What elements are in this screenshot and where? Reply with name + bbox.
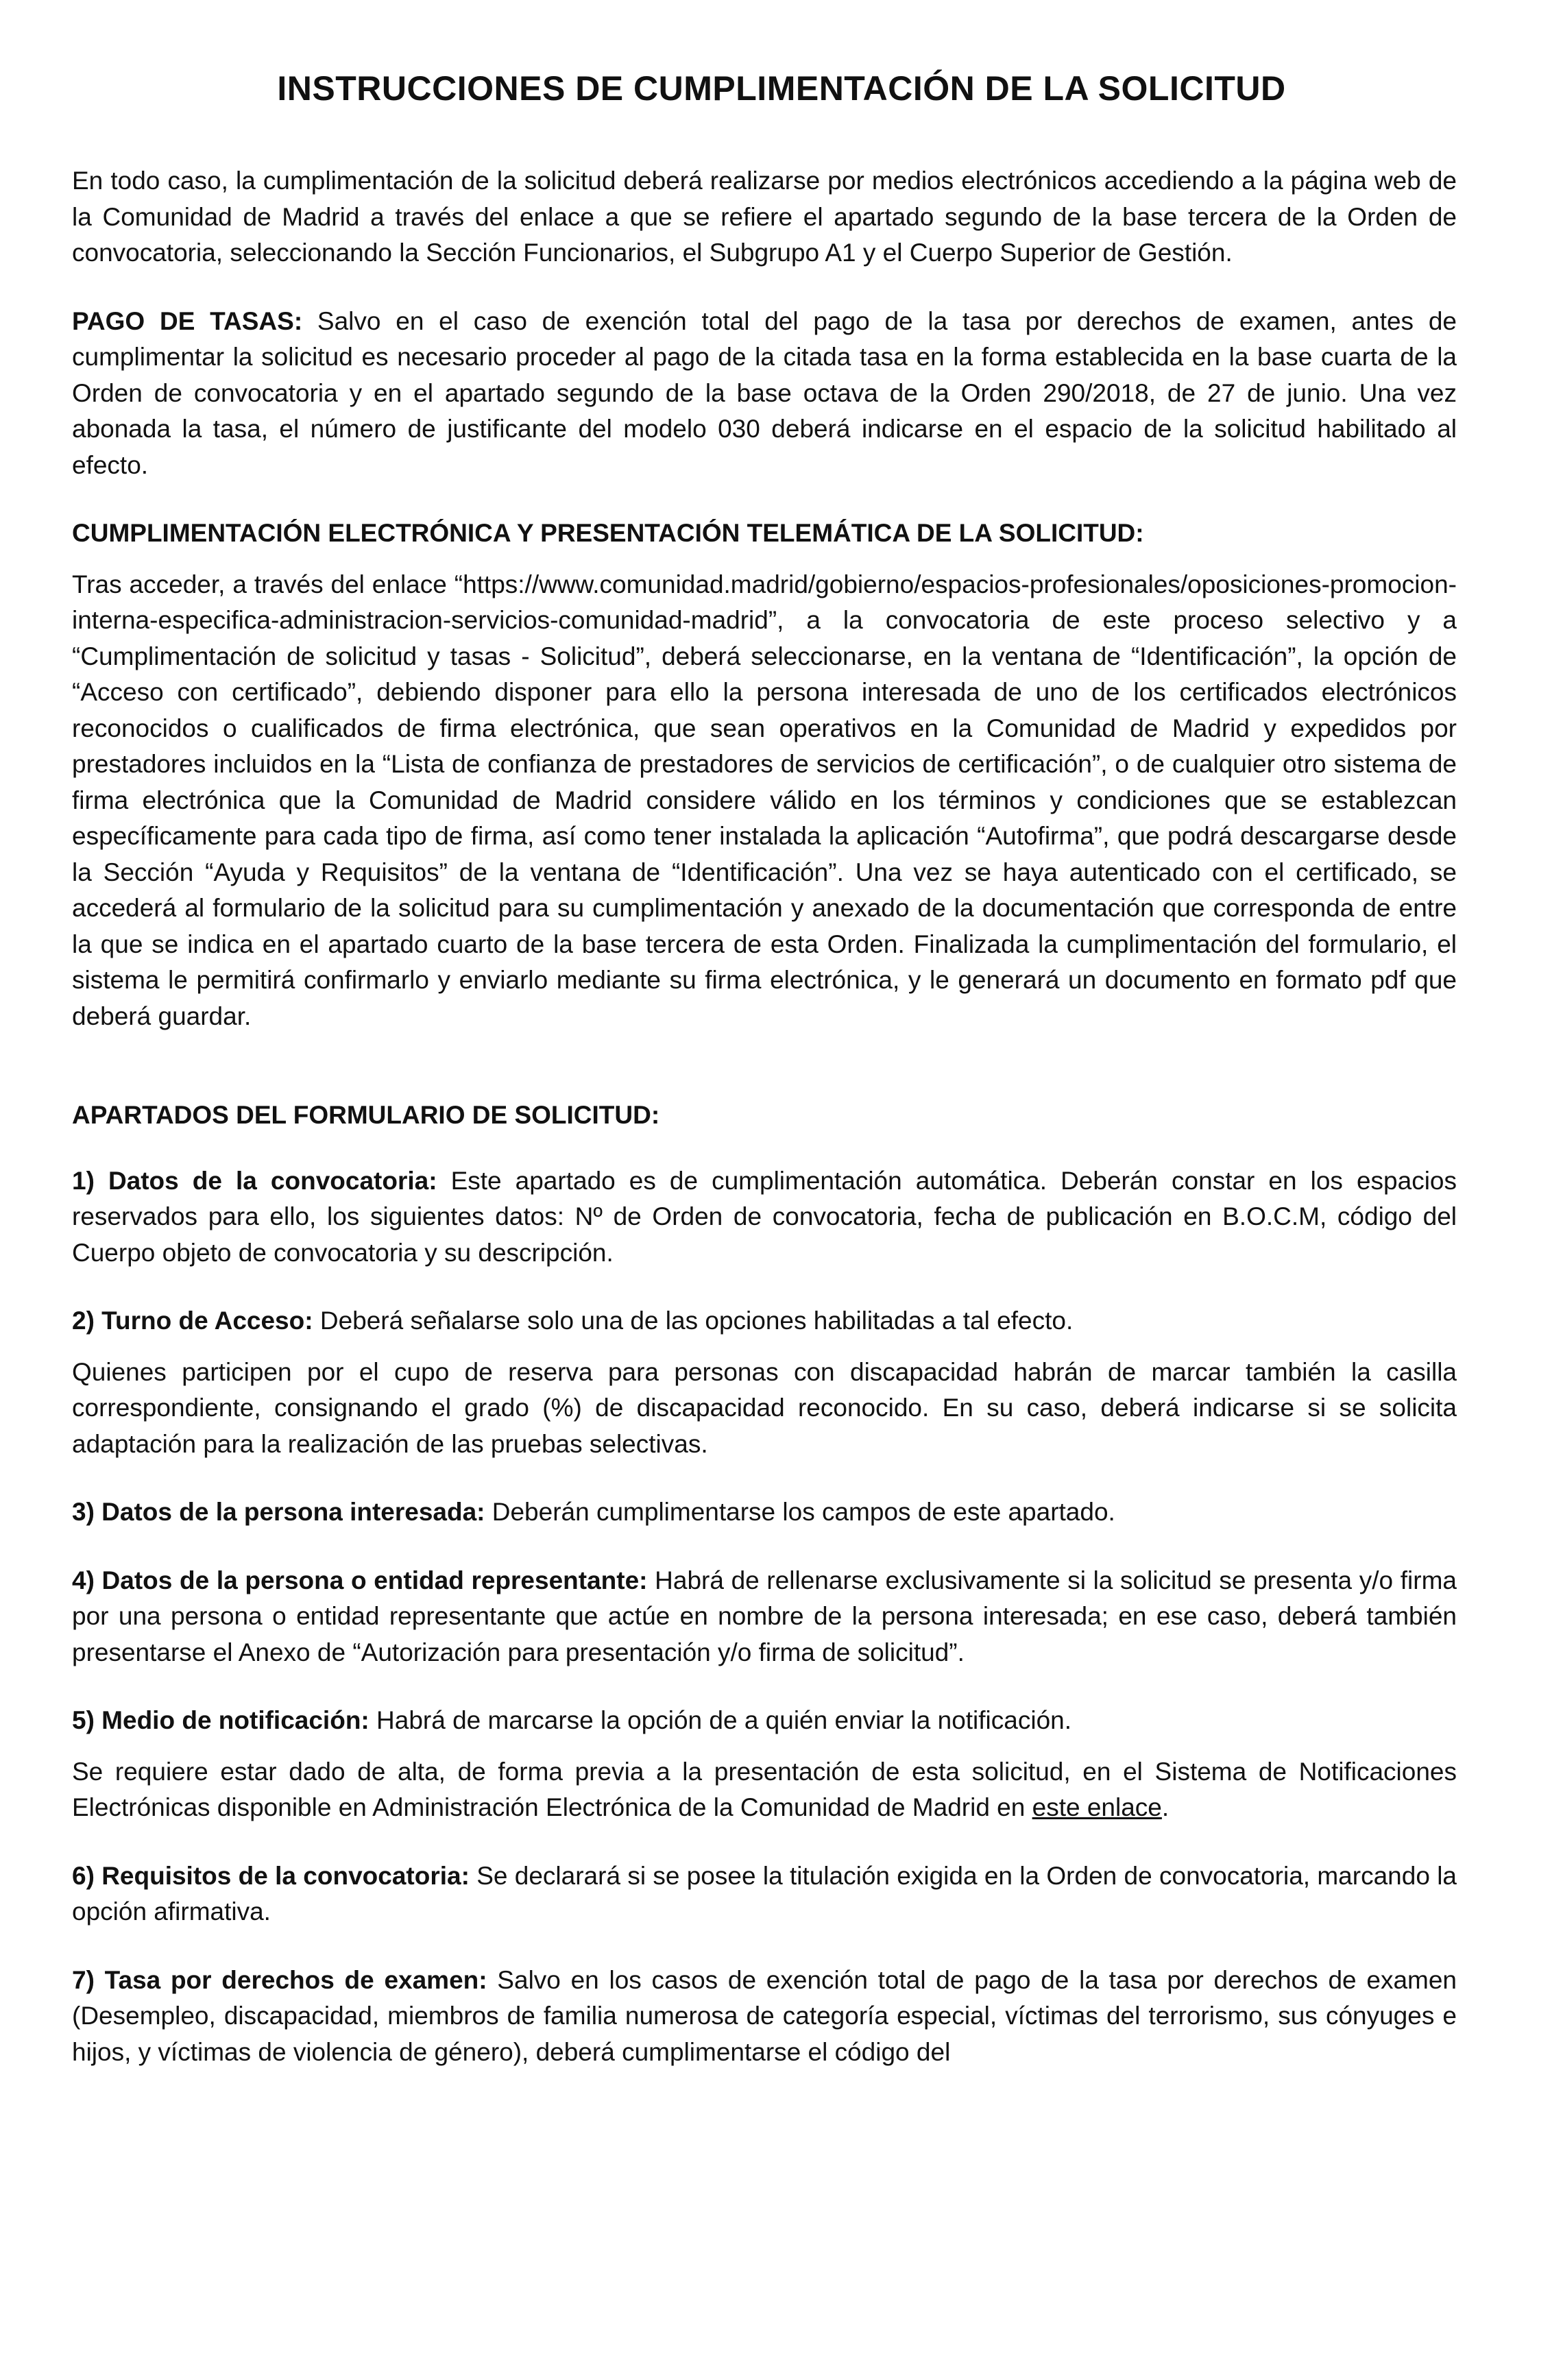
- section-7-paragraph: [72, 1963, 1457, 2071]
- apartados-heading: APARTADOS DEL FORMULARIO DE SOLICITUD:: [72, 1101, 660, 1129]
- section-3-label: 3) Datos de la persona interesada:: [72, 1498, 485, 1526]
- page-title: INSTRUCCIONES DE CUMPLIMENTACIÓN DE LA SOLICITUD: [277, 69, 1286, 108]
- electronica-heading: CUMPLIMENTACIÓN ELECTRÓNICA Y PRESENTACIÓN TELEMÁTICA DE LA SOLICITUD:: [72, 519, 1144, 547]
- section-6-text: Se declarará si se posee la titulación exigida en la Orden de convocatoria, marcando la opción afirmativa.: [72, 1861, 1457, 1926]
- section-5-extra-end: .: [1161, 1793, 1170, 1821]
- section-2-paragraph: [72, 1303, 1457, 1339]
- section-7-text: Salvo en los casos de exención total de pago de la tasa por derechos de examen (Desempleo, discapacidad, miembros de familia numerosa de categoría especial, víctimas del terrorismo, sus cónyuges e hijos, y víctimas de violencia de género), deberá cumplimentarse el código del: [72, 1965, 1457, 2066]
- pago-tasas-label: PAGO DE TASAS:: [72, 306, 303, 335]
- section-1-paragraph: [72, 1163, 1457, 1272]
- section-5-extra-paragraph: [72, 1754, 1457, 1826]
- section-7-label: 7) Tasa por derechos de examen:: [72, 1965, 487, 1994]
- section-5-paragraph: [72, 1703, 1457, 1739]
- section-2-extra-paragraph: Quienes participen por el cupo de reserva para personas con discapacidad habrán de marcar también la casilla correspondiente, consignando el grado (%) de discapacidad reconocido. En su caso, deberá indicarse si se solicita adaptación para la realización de las pruebas selectivas.: [72, 1357, 1457, 1458]
- section-2-text: Deberá señalarse solo una de las opciones habilitadas a tal efecto.: [313, 1307, 1074, 1335]
- section-2-label: 2) Turno de Acceso:: [72, 1307, 313, 1335]
- electronica-paragraph: Tras acceder, a través del enlace “https://www.comunidad.madrid/gobierno/espacios-profesionales/oposiciones-promocion-interna-especifica-administracion-servicios-comunidad-madrid”, a la convocatoria de este proceso selectivo y a “Cumplimentación de solicitud y tasas - Solicitud”, deberá seleccionarse, en la ventana de “Identificación”, la opción de “Acceso con certificado”, debiendo disponer para ello la persona interesada de uno de los certificados electrónicos reconocidos o cualificados de firma electrónica, que sean operativos en la Comunidad de Madrid y expedidos por prestadores incluidos en la “Lista de confianza de prestadores de servicios de certificación”, o de cualquier otro sistema de firma electrónica que la Comunidad de Madrid considere válido en los términos y condiciones que se establezcan específicamente para cada tipo de firma, así como tener instalada la aplicación “Autofirma”, que podrá descargarse desde la Sección “Ayuda y Requisitos” de la ventana de “Identificación”. Una vez se haya autenticado con el certificado, se accederá al formulario de la solicitud para su cumplimentación y anexado de la documentación que corresponda de entre la que se indica en el apartado cuarto de la base tercera de esta Orden. Finalizada la cumplimentación del formulario, el sistema le permitirá confirmarlo y enviarlo mediante su firma electrónica, y le generará un documento en formato pdf que deberá guardar.: [72, 570, 1457, 1030]
- pago-tasas-paragraph: [72, 304, 1457, 484]
- document-body: [72, 163, 1457, 2070]
- section-4-paragraph: [72, 1563, 1457, 1671]
- notificaciones-link[interactable]: este enlace: [1032, 1793, 1162, 1821]
- section-3-text: Deberán cumplimentarse los campos de este apartado.: [485, 1498, 1115, 1526]
- section-1-text: Este apartado es de cumplimentación automática. Deberán constar en los espacios reservados para ello, los siguientes datos: Nº de Orden de convocatoria, fecha de publicación en B.O.C.M, código del Cuerpo objeto de convocatoria y su descripción.: [72, 1166, 1457, 1267]
- pago-tasas-text: Salvo en el caso de exención total del pago de la tasa por derechos de examen, antes de cumplimentar la solicitud es necesario proceder al pago de la citada tasa en la forma establecida en la base cuarta de la Orden de convocatoria y en el apartado segundo de la base octava de la Orden 290/2018, de 27 de junio. Una vez abonada la tasa, el número de justificante del modelo 030 deberá indicarse en el espacio de la solicitud habilitado al efecto.: [72, 306, 1457, 479]
- intro-paragraph: En todo caso, la cumplimentación de la solicitud deberá realizarse por medios electrónicos accediendo a la página web de la Comunidad de Madrid a través del enlace a que se refiere el apartado segundo de la base tercera de la Orden de convocatoria, seleccionando la Sección Funcionarios, el Subgrupo A1 y el Cuerpo Superior de Gestión.: [72, 167, 1457, 267]
- section-1-label: 1) Datos de la convocatoria:: [72, 1166, 437, 1195]
- section-6-label: 6) Requisitos de la convocatoria:: [72, 1861, 470, 1890]
- section-4-label: 4) Datos de la persona o entidad representante:: [72, 1566, 648, 1594]
- section-5-extra-text: Se requiere estar dado de alta, de forma previa a la presentación de esta solicitud, en el Sistema de Notificaciones Electrónicas disponible en Administración Electrónica de la Comunidad de Madrid en: [72, 1757, 1457, 1821]
- section-5-text: Habrá de marcarse la opción de a quién enviar la notificación.: [369, 1706, 1072, 1734]
- section-6-paragraph: [72, 1858, 1457, 1930]
- section-5-label: 5) Medio de notificación:: [72, 1706, 369, 1734]
- section-3-paragraph: [72, 1494, 1457, 1531]
- section-4-text: Habrá de rellenarse exclusivamente si la solicitud se presenta y/o firma por una persona o entidad representante que actúe en nombre de la persona interesada; en ese caso, deberá también presentarse el Anexo de “Autorización para presentación y/o firma de solicitud”.: [72, 1566, 1457, 1666]
